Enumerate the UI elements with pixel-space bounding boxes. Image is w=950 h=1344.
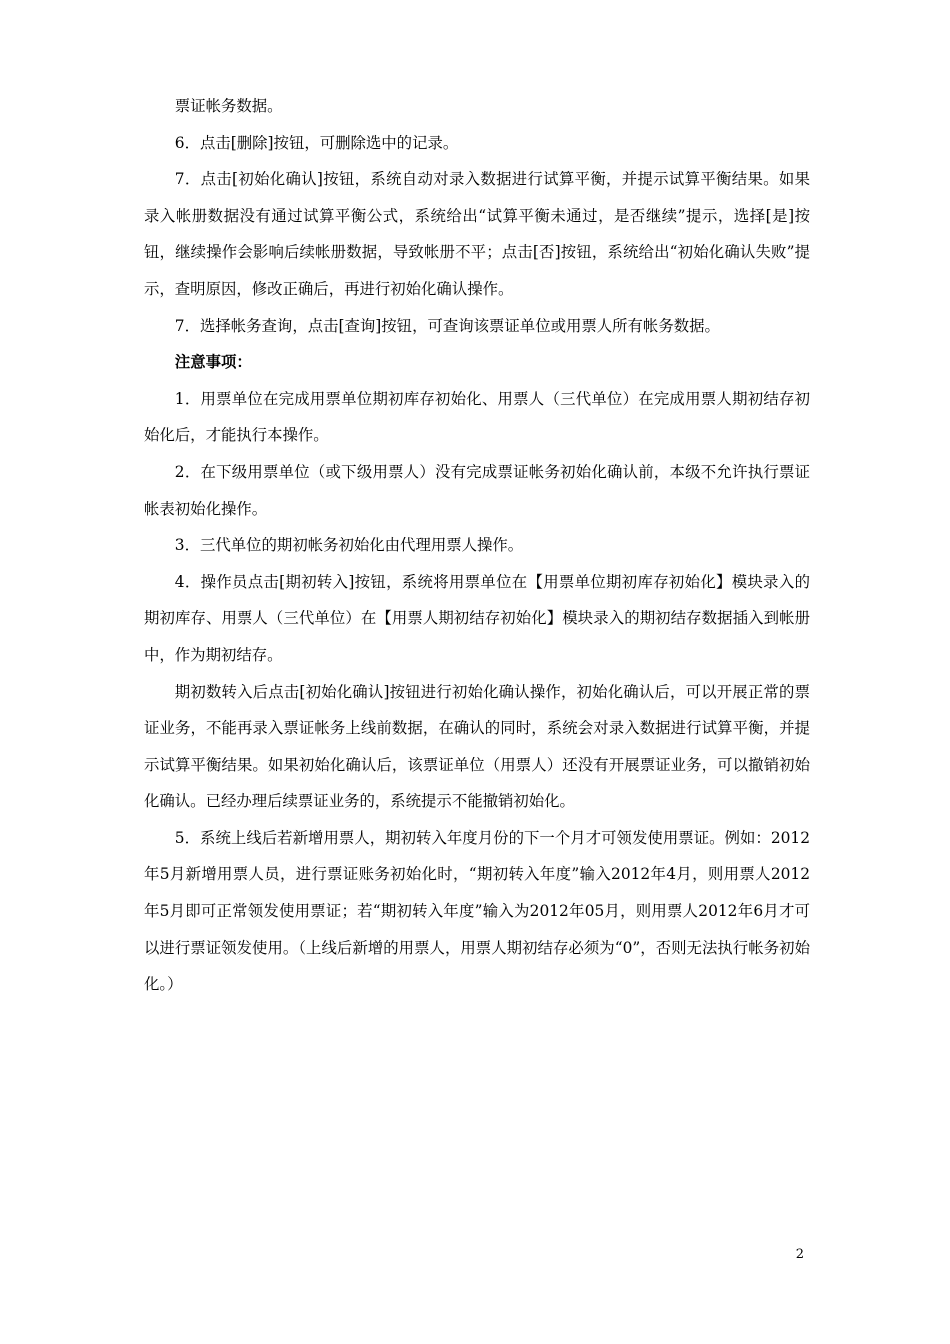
paragraph-4: 7．选择帐务查询，点击[查询]按钮，可查询该票证单位或用票人所有帐务数据。 <box>174 316 720 335</box>
note-item-4: 4．操作员点击[期初转入]按钮，系统将用票单位在【用票单位期初库存初始化】模块录入的期初库存、用票人（三代单位）在【用票人期初结存初始化】模块录入的期初结存数据插入到帐册中，作为期初结存。 <box>144 572 810 664</box>
note-item-3: 3．三代单位的期初帐务初始化由代理用票人操作。 <box>174 536 524 555</box>
note-item-4-continued: 期初数转入后点击[初始化确认]按钮进行初始化确认操作，初始化确认后，可以开展正常的票证业务，不能再录入票证帐务上线前数据，在确认的同时，系统会对录入数据进行试算平衡，并提示试算平衡结果。如果初始化确认后，该票证单位（用票人）还没有开展票证业务，可以撤销初始化确认。已经办理后续票证业务的，系统提示不能撤销初始化。 <box>144 682 810 811</box>
page-number: 2 <box>795 1247 804 1262</box>
note-item-1: 1．用票单位在完成用票单位期初库存初始化、用票人（三代单位）在完成用票人期初结存初始化后，才能执行本操作。 <box>144 389 810 445</box>
note-item-2: 2．在下级用票单位（或下级用票人）没有完成票证帐务初始化确认前，本级不允许执行票证帐表初始化操作。 <box>144 462 810 518</box>
document-body <box>144 88 810 1003</box>
note-item-5: 5．系统上线后若新增用票人，期初转入年度月份的下一个月才可领发使用票证。例如：2012年5月新增用票人员，进行票证账务初始化时，“期初转入年度”输入2012年4月，则用票人2012年5月即可正常领发使用票证；若“期初转入年度”输入为2012年05月，则用票人2012年6月才可以进行票证领发使用。（上线后新增的用票人，用票人期初结存必须为“0”，否则无法执行帐务初始化。） <box>144 828 810 994</box>
paragraph-2: 6．点击[删除]按钮，可删除选中的记录。 <box>174 133 459 152</box>
paragraph-1: 票证帐务数据。 <box>174 97 283 115</box>
paragraph-3: 7．点击[初始化确认]按钮，系统自动对录入数据进行试算平衡，并提示试算平衡结果。如果录入帐册数据没有通过试算平衡公式，系统给出“试算平衡未通过，是否继续”提示，选择[是]按钮，继续操作会影响后续帐册数据，导致帐册不平；点击[否]按钮，系统给出“初始化确认失败”提示，查明原因，修改正确后，再进行初始化确认操作。 <box>144 170 810 298</box>
notes-heading: 注意事项： <box>174 353 252 372</box>
